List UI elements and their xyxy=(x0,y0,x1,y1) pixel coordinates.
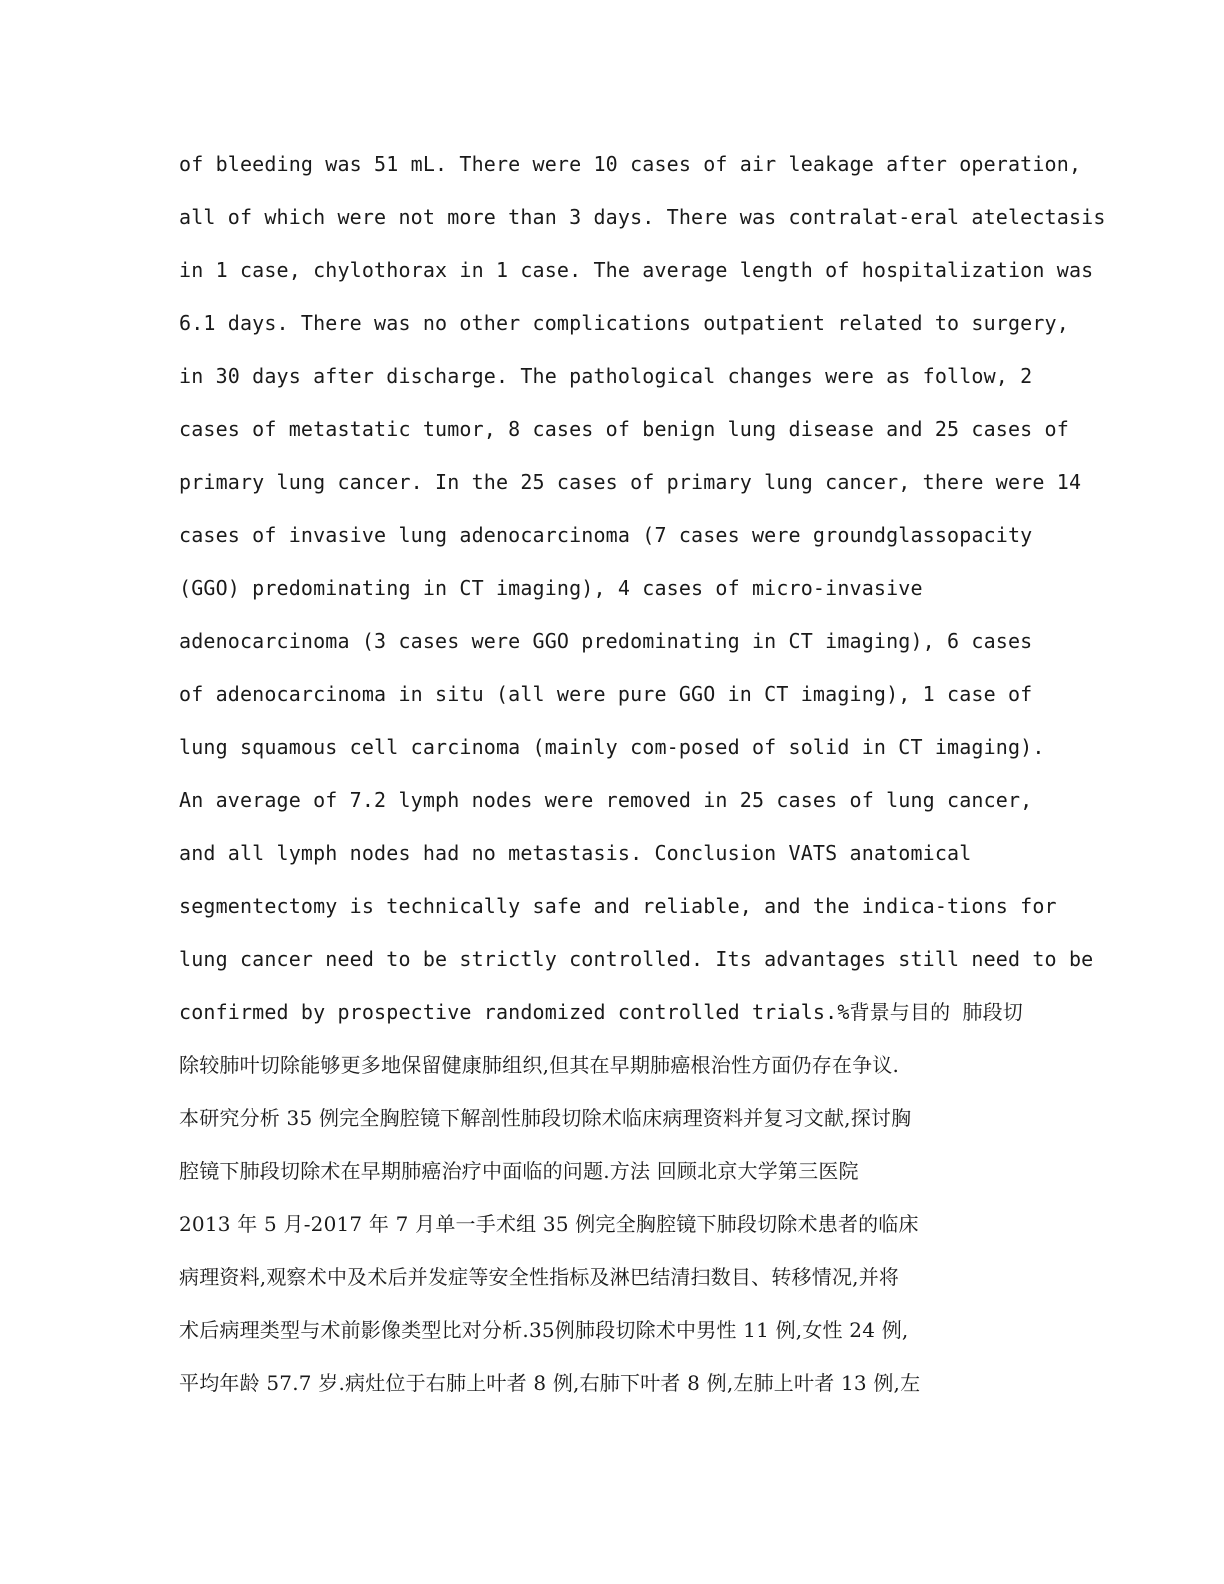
text-line: cases of metastatic tumor, 8 cases of benign lung disease and 25 cases of xyxy=(179,417,1069,441)
text-line: segmentectomy is technically safe and reliable, and the indica-tions for xyxy=(179,894,1057,918)
text-line: and all lymph nodes had no metastasis. Conclusion VATS anatomical xyxy=(179,841,972,865)
text-line: 本研究分析 35 例完全胸腔镜下解剖性肺段切除术临床病理资料并复习文献,探讨胸 xyxy=(179,1106,912,1130)
text-line: of bleeding was 51 mL. There were 10 cases of air leakage after operation, xyxy=(179,152,1082,176)
text-line: An average of 7.2 lymph nodes were removed in 25 cases of lung cancer, xyxy=(179,788,1033,812)
text-line: lung cancer need to be strictly controlled. Its advantages still need to be xyxy=(179,947,1094,971)
text-line: confirmed by prospective randomized controlled trials.%背景与目的 肺段切 xyxy=(179,1000,1023,1024)
text-line: 病理资料,观察术中及术后并发症等安全性指标及淋巴结清扫数目、转移情况,并将 xyxy=(179,1265,900,1289)
text-line: 除较肺叶切除能够更多地保留健康肺组织,但其在早期肺癌根治性方面仍存在争议. xyxy=(179,1053,900,1077)
text-line: in 1 case, chylothorax in 1 case. The average length of hospitalization was xyxy=(179,258,1094,282)
text-line: cases of invasive lung adenocarcinoma (7 cases were groundglassopacity xyxy=(179,523,1033,547)
text-line: 6.1 days. There was no other complications outpatient related to surgery, xyxy=(179,311,1069,335)
text-line: adenocarcinoma (3 cases were GGO predominating in CT imaging), 6 cases xyxy=(179,629,1033,653)
text-line: 术后病理类型与术前影像类型比对分析.35例肺段切除术中男性 11 例,女性 24 例, xyxy=(179,1318,909,1342)
text-line: 腔镜下肺段切除术在早期肺癌治疗中面临的问题.方法 回顾北京大学第三医院 xyxy=(179,1159,859,1183)
text-line: in 30 days after discharge. The pathological changes were as follow, 2 xyxy=(179,364,1033,388)
text-line: all of which were not more than 3 days. There was contralat-eral atelectasis xyxy=(179,205,1106,229)
text-line: of adenocarcinoma in situ (all were pure GGO in CT imaging), 1 case of xyxy=(179,682,1033,706)
text-line: primary lung cancer. In the 25 cases of primary lung cancer, there were 14 xyxy=(179,470,1082,494)
body-text xyxy=(179,138,1139,1410)
text-line: 平均年龄 57.7 岁.病灶位于右肺上叶者 8 例,右肺下叶者 8 例,左肺上叶者 13 例,左 xyxy=(179,1371,921,1395)
text-line: 2013 年 5 月-2017 年 7 月单一手术组 35 例完全胸腔镜下肺段切除术患者的临床 xyxy=(179,1212,919,1236)
text-line: (GGO) predominating in CT imaging), 4 cases of micro-invasive xyxy=(179,576,923,600)
text-line: lung squamous cell carcinoma (mainly com-posed of solid in CT imaging). xyxy=(179,735,1045,759)
